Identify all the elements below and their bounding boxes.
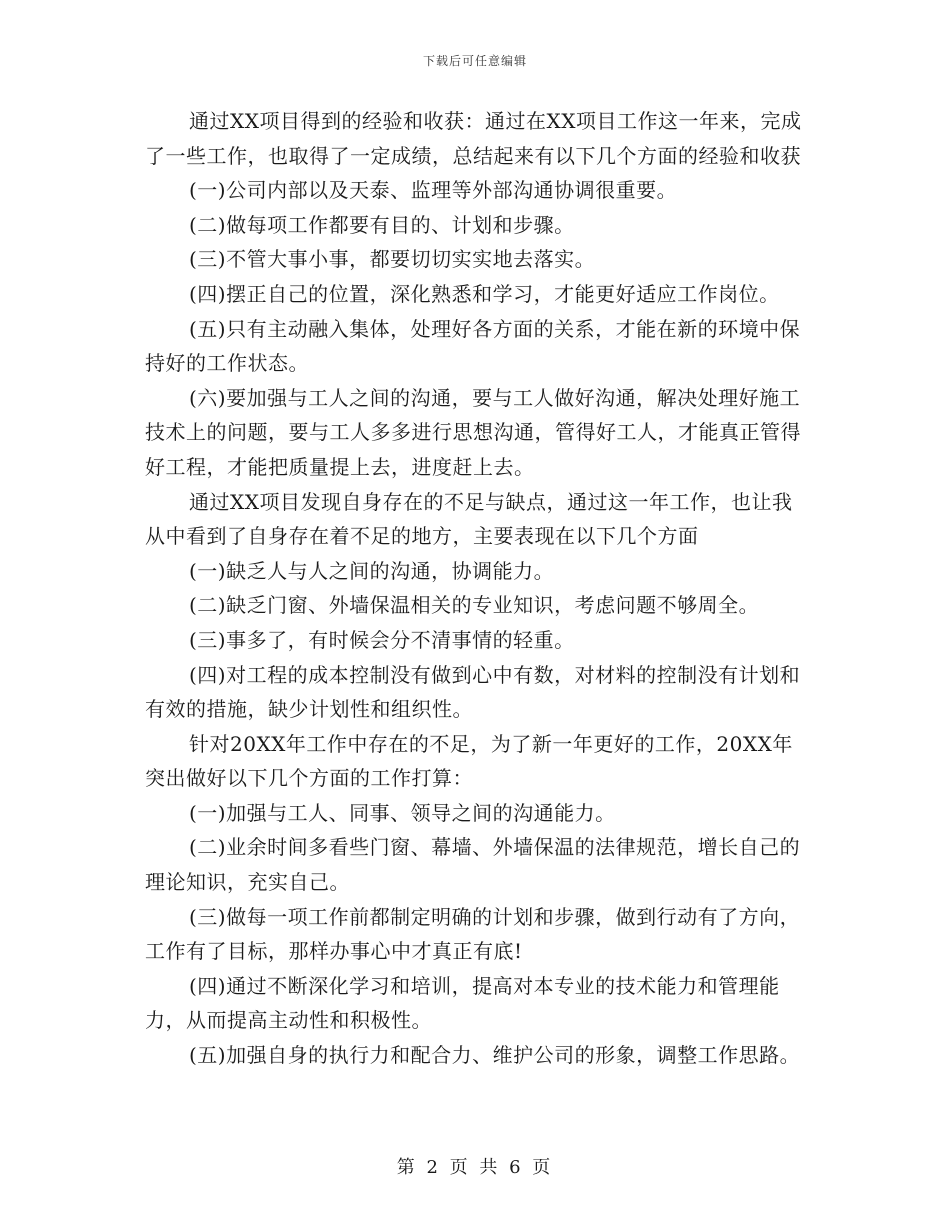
page-number: 第 2 页 共 6 页 [396, 1157, 554, 1178]
list-item: (二)做每项工作都要有目的、计划和步骤。 [189, 212, 575, 237]
list-item: (一)公司内部以及天泰、监理等外部沟通协调很重要。 [189, 178, 678, 203]
document-body [145, 104, 810, 1073]
list-item: (四)对工程的成本控制没有做到心中有数，对材料的控制没有计划和有效的措施，缺少计划性和组织性。 [145, 662, 801, 722]
list-item: (五)加强自身的执行力和配合力、维护公司的形象，调整工作思路。 [189, 1043, 801, 1068]
list-item: (二)业余时间多看些门窗、幕墙、外墙保温的法律规范，增长自己的理论知识，充实自己。 [145, 835, 801, 895]
paragraph: 针对20XX年工作中存在的不足，为了新一年更好的工作，20XX年突出做好以下几个方面的工作打算： [145, 731, 793, 791]
list-item: (三)做每一项工作前都制定明确的计划和步骤，做到行动有了方向，工作有了目标，那样办事心中才真正有底! [145, 904, 801, 964]
list-item: (四)摆正自己的位置，深化熟悉和学习，才能更好适应工作岗位。 [189, 281, 780, 306]
paragraph: 通过XX项目得到的经验和收获：通过在XX项目工作这一年来，完成了一些工作，也取得了一定成绩，总结起来有以下几个方面的经验和收获 [145, 109, 802, 168]
page-header: 下载后可任意编辑 [422, 54, 527, 68]
list-item: (四)通过不断深化学习和培训，提高对本专业的技术能力和管理能力，从而提高主动性和积极性。 [145, 973, 780, 1033]
list-item: (一)加强与工人、同事、领导之间的沟通能力。 [189, 800, 616, 825]
list-item: (五)只有主动融入集体，处理好各方面的关系，才能在新的环境中保持好的工作状态。 [145, 316, 801, 376]
list-item: (一)缺乏人与人之间的沟通，协调能力。 [189, 558, 555, 583]
paragraph: 通过XX项目发现自身存在的不足与缺点，通过这一年工作，也让我从中看到了自身存在着不足的地方，主要表现在以下几个方面 [145, 489, 793, 549]
list-item: (六)要加强与工人之间的沟通，要与工人做好沟通，解决处理好施工技术上的问题，要与工人多多进行思想沟通，管得好工人，才能真正管得好工程，才能把质量提上去，进度赶上去。 [145, 385, 801, 479]
list-item: (三)不管大事小事，都要切切实实地去落实。 [189, 247, 596, 272]
list-item: (二)缺乏门窗、外墙保温相关的专业知识，考虑问题不够周全。 [189, 593, 760, 618]
list-item: (三)事多了，有时候会分不清事情的轻重。 [189, 627, 575, 652]
